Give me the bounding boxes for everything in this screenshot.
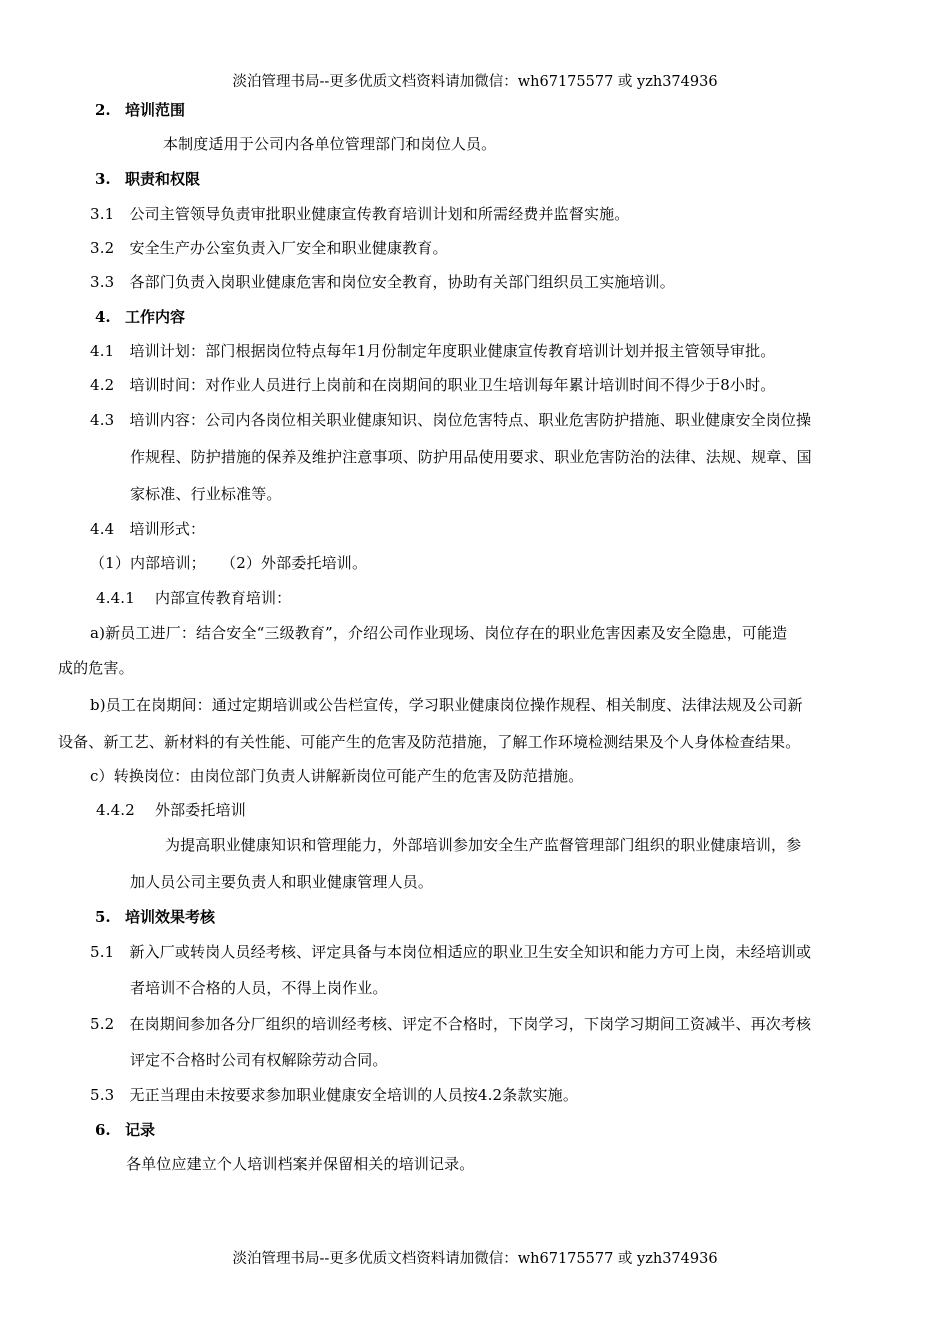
clause-3-1: 3.1 公司主管领导负责审批职业健康宣传教育培训计划和所需经费并监督实施。 [90, 205, 630, 223]
clause-4-4-2: 4.4.2 外部委托培训 [96, 801, 246, 819]
clause-4-4-1: 4.4.1 内部宣传教育培训： [96, 589, 292, 607]
paragraph-records: 各单位应建立个人培训档案并保留相关的培训记录。 [126, 1155, 475, 1173]
item-a-line-2: 成的危害。 [58, 659, 134, 677]
clause-5-1-line-1: 5.1 新入厂或转岗人员经考核、评定具备与本岗位相适应的职业卫生安全知识和能力方可上岗，未经培训或 [90, 943, 812, 961]
clause-5-3: 5.3 无正当理由未按要求参加职业健康安全培训的人员按4.2条款实施。 [90, 1086, 578, 1104]
clause-4-3-line-1: 4.3 培训内容：公司内各岗位相关职业健康知识、岗位危害特点、职业危害防护措施、职业健康安全岗位操 [90, 411, 812, 429]
section-title: 培训效果考核 [125, 908, 216, 926]
item-a-line-1: a)新员工进厂：结合安全“三级教育”，介绍公司作业现场、岗位存在的职业危害因素及安全隐患，可能造 [90, 624, 788, 642]
section-heading-4 [95, 306, 185, 327]
clause-4-3-line-2: 作规程、防护措施的保养及维护注意事项、防护用品使用要求、职业危害防治的法律、法规、规章、国 [130, 448, 812, 466]
item-c: c）转换岗位：由岗位部门负责人讲解新岗位可能产生的危害及防范措施。 [90, 767, 584, 785]
training-forms: （1）内部培训； （2）外部委托培训。 [90, 554, 368, 572]
section-number: 6. [95, 1121, 111, 1139]
clause-4-4-2-body-line-1: 为提高职业健康知识和管理能力，外部培训参加安全生产监督管理部门组织的职业健康培训，参 [165, 836, 802, 854]
clause-3-3: 3.3 各部门负责入岗职业健康危害和岗位安全教育，协助有关部门组织员工实施培训。 [90, 273, 675, 291]
clause-4-3-line-3: 家标准、行业标准等。 [130, 485, 282, 503]
section-title: 工作内容 [125, 308, 186, 326]
clause-5-2-line-2: 评定不合格时公司有权解除劳动合同。 [130, 1051, 388, 1069]
item-b-line-1: b)员工在岗期间：通过定期培训或公告栏宣传，学习职业健康岗位操作规程、相关制度、法律法规及公司新 [90, 696, 803, 714]
clause-4-2: 4.2 培训时间：对作业人员进行上岗前和在岗期间的职业卫生培训每年累计培训时间不得少于8小时。 [90, 376, 776, 394]
section-heading-5 [95, 906, 215, 927]
section-title: 记录 [125, 1121, 156, 1139]
clause-5-2-line-1: 5.2 在岗期间参加各分厂组织的培训经考核、评定不合格时，下岗学习，下岗学习期间工资减半、再次考核 [90, 1015, 812, 1033]
clause-4-4-2-body-line-2: 加人员公司主要负责人和职业健康管理人员。 [130, 873, 434, 891]
section-heading-6 [95, 1119, 155, 1140]
section-title: 培训范围 [125, 101, 186, 119]
section-heading-3 [95, 168, 200, 189]
page-footer: 淡泊管理书局--更多优质文档资料请加微信：wh67175577 或 yzh374936 [232, 1251, 718, 1267]
paragraph-scope: 本制度适用于公司内各单位管理部门和岗位人员。 [163, 135, 497, 153]
section-title: 职责和权限 [125, 170, 201, 188]
clause-3-2: 3.2 安全生产办公室负责入厂安全和职业健康教育。 [90, 239, 448, 257]
item-b-line-2: 设备、新工艺、新材料的有关性能、可能产生的危害及防范措施，了解工作环境检测结果及个人身体检查结果。 [58, 733, 801, 751]
clause-4-4: 4.4 培训形式： [90, 520, 206, 538]
section-number: 3. [95, 170, 111, 188]
clause-4-1: 4.1 培训计划：部门根据岗位特点每年1月份制定年度职业健康宣传教育培训计划并报主管领导审批。 [90, 342, 776, 360]
clause-5-1-line-2: 者培训不合格的人员，不得上岗作业。 [130, 979, 388, 997]
section-number: 5. [95, 908, 111, 926]
section-number: 4. [95, 308, 111, 326]
section-number: 2. [95, 101, 111, 119]
section-heading-2 [95, 99, 185, 120]
page-header: 淡泊管理书局--更多优质文档资料请加微信：wh67175577 或 yzh374936 [232, 74, 718, 90]
